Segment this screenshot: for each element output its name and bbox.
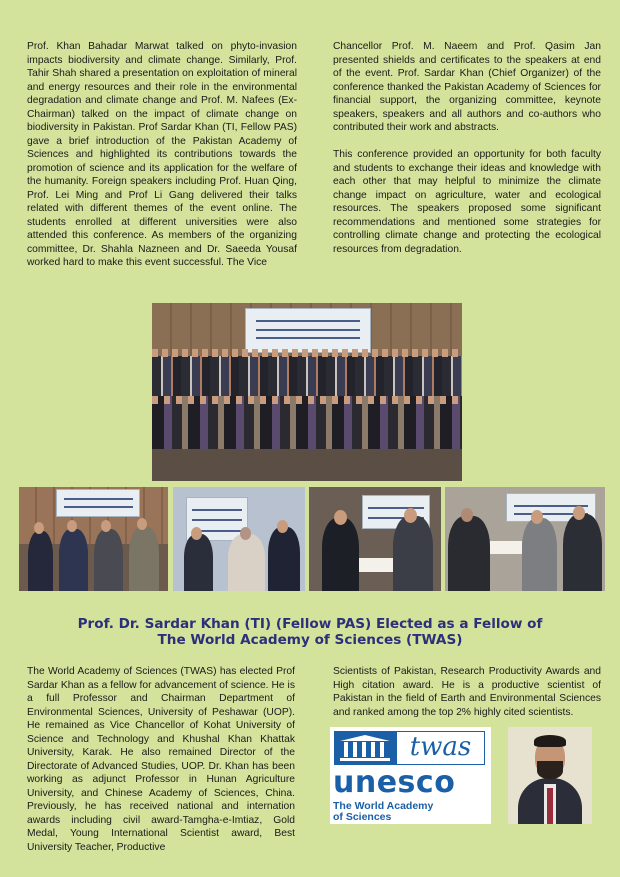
award-photo-2 [173, 487, 305, 591]
article-column-1 [27, 40, 297, 283]
group-photo [152, 303, 462, 481]
award-photo-4 [445, 487, 605, 591]
unesco-temple-icon [334, 731, 396, 765]
article-paragraph: Chancellor Prof. M. Naeem and Prof. Qasim Jan presented shields and certificates to the speakers at end of the event. Prof. Sardar Khan (Chief Organizer) of the conference thanked the Pakistan Academy of Sciences for financial support, the organizing committee, keynote speakers, speakers and all authors and co-authors who contributed their work and abstracts. [333, 41, 601, 133]
academy-name-line-2: of Sciences [333, 811, 392, 823]
award-photo-1 [19, 487, 168, 591]
section-title-line-1: Prof. Dr. Sardar Khan (TI) (Fellow PAS) Elected as a Fellow of [77, 616, 543, 632]
article-column-2 [333, 40, 601, 270]
unesco-logo-text: unesco [333, 765, 456, 800]
academy-name-line-1: The World Academy [333, 800, 434, 812]
portrait-photo [508, 727, 592, 824]
twas-column-1 [27, 665, 295, 868]
award-photo-3 [309, 487, 441, 591]
twas-paragraph: The World Academy of Sciences (TWAS) has elected Prof Sardar Khan as a fellow for advancement of science. He is a full Professor and Chairman Department of Environmental Sciences, University of Peshawar (UOP). He remained as Vice Chancellor of Kohat University of Science and Technology and Khushal Khan Khattak University, Karak. He also remained Director of the Directorate of Advanced Studies, UOP. Dr. Khan has been working as adjunct Professor in Hunan Agriculture University, and Chinese Academy of Sciences, China. Previously, he has received national and internation awards including civil award-Tamgha-e-Imtiaz, Gold Medal, Young International Scientist award, Best University Teacher, Productive [27, 666, 295, 853]
twas-logo-text: twas [396, 731, 485, 765]
twas-paragraph: Scientists of Pakistan, Research Productivity Awards and High citation award. He is a productive scientist of Pakistan in the field of Earth and Environmental Sciences and ranked among the top 2% highly cited scientists. [333, 666, 601, 718]
section-title [40, 616, 580, 648]
article-paragraph: Prof. Khan Bahadar Marwat talked on phyto-invasion impacts biodiversity and climate change. Similarly, Prof. Tahir Shah shared a presentation on exploitation of mineral and energy resources and their role in the environmental degradation and climate change and Prof. M. Nafees (Ex-Chairman) talked on the impact of climate change on biodiversity in Pakistan. Prof Sardar Khan (TI, Fellow PAS) gave a brief introduction of the Pakistan Academy of Sciences and highlighted its contributions towards the promotion of science and its application for the welfare of the humanity. Foreign speakers including Prof. Huan Qing, Prof. Lei Ming and Prof Li Gang delivered their talks related with different themes of the event online. The students enrolled at different universities were also attended this conference. As members of the organizing committee, Dr. Shahla Nazneen and Dr. Saeeda Yousaf worked hard to make this event successful. The Vice [27, 41, 297, 268]
section-title-line-2: The World Academy of Sciences (TWAS) [157, 632, 463, 648]
twas-column-2 [333, 665, 601, 733]
unesco-twas-logo [330, 727, 491, 824]
article-paragraph: This conference provided an opportunity for both faculty and students to exchange their ideas and knowledge with each other that may helpful to minimize the climate change impact on agriculture, water and ecological resources. The speakers proposed some significant recommendations and mentioned some strategies for controlling climate change and protecting the ecological resources from degradation. [333, 149, 601, 255]
